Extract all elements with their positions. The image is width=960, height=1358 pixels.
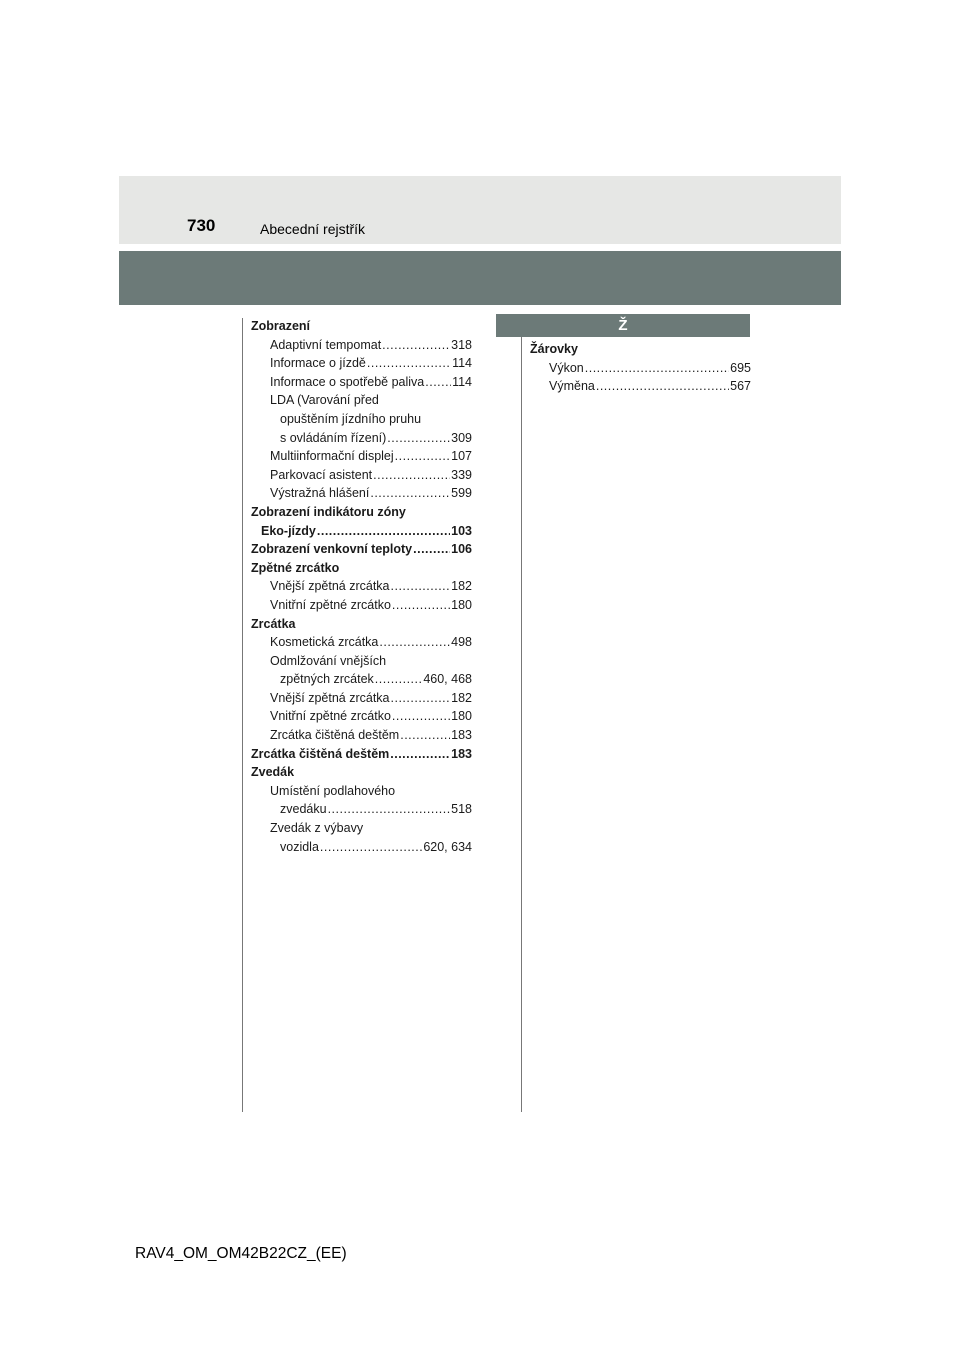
leader-dots [370, 484, 450, 503]
entry-text: Umístění podlahového [270, 783, 396, 798]
leader-dots [379, 633, 450, 652]
entry-text: Kosmetická zrcátka [270, 635, 379, 650]
leader-dots [425, 373, 451, 392]
index-entry [251, 633, 472, 652]
leader-dots [395, 447, 450, 466]
index-entry [251, 373, 472, 392]
index-entry [251, 466, 472, 485]
index-entry [251, 577, 472, 596]
leader-dots [382, 336, 450, 355]
entry-page: 106 [451, 542, 472, 557]
entry-text: Multiinformační displej [270, 449, 394, 464]
index-entry [251, 596, 472, 615]
entry-page: 114 [452, 356, 472, 371]
entry-text: Zvedák z výbavy [270, 821, 364, 836]
entry-text: vozidla [280, 839, 319, 854]
index-left-column [251, 317, 472, 856]
leader-dots [387, 429, 450, 448]
index-heading: Zrcátka [251, 616, 296, 631]
entry-page: 599 [451, 486, 472, 501]
index-heading: Žárovky [530, 342, 578, 356]
entry-text: LDA (Varování před [270, 393, 379, 408]
right-column-rule [521, 318, 522, 1112]
entry-page: 180 [451, 709, 472, 724]
entry-text: Vnitřní zpětné zrcátko [270, 709, 391, 724]
entry-text: Výkon [549, 360, 584, 375]
index-entry [251, 354, 472, 373]
index-entry [251, 800, 472, 819]
entry-text: Vnější zpětná zrcátka [270, 579, 390, 594]
leader-dots [413, 540, 450, 559]
document-code: RAV4_OM_OM42B22CZ_(EE) [135, 1245, 347, 1262]
entry-text: Informace o spotřebě paliva [270, 374, 425, 389]
entry-text: Zrcátka čištěná deštěm [270, 728, 400, 743]
entry-text: Eko-jízdy [261, 523, 316, 538]
entry-page: 498 [451, 635, 472, 650]
section-title: Abecední rejstřík [260, 221, 366, 237]
entry-page: 107 [451, 449, 472, 464]
left-column-rule [242, 318, 243, 1112]
leader-dots [317, 522, 450, 541]
index-entry [251, 707, 472, 726]
index-entry [251, 429, 472, 448]
leader-dots [375, 670, 423, 689]
leader-dots [391, 689, 451, 708]
leader-dots [596, 377, 729, 396]
entry-page: 182 [451, 579, 472, 594]
entry-page: 695 [730, 360, 751, 375]
entry-text: s ovládáním řízení) [280, 430, 387, 445]
entry-text: Zobrazení venkovní teploty [251, 542, 413, 557]
entry-text: zpětných zrcátek [280, 672, 374, 687]
entry-text: Odmlžování vnějších [270, 653, 387, 668]
index-entry [251, 689, 472, 708]
entry-text: Vnitřní zpětné zrcátko [270, 597, 391, 612]
leader-dots [390, 745, 450, 764]
leader-dots [392, 707, 450, 726]
leader-dots [391, 577, 451, 596]
entry-text: Parkovací asistent [270, 467, 373, 482]
header-band [119, 176, 841, 244]
entry-text: Výstražná hlášení [270, 486, 370, 501]
entry-text: zvedáku [280, 802, 327, 817]
entry-page: 620, 634 [423, 839, 472, 854]
entry-page: 309 [451, 430, 472, 445]
leader-dots [320, 838, 422, 857]
index-heading: Zpětné zrcátko [251, 560, 340, 575]
entry-text: Adaptivní tempomat [270, 337, 382, 352]
index-entry [251, 447, 472, 466]
index-heading: Zobrazení [251, 319, 311, 333]
entry-page: 182 [451, 690, 472, 705]
entry-page: 318 [451, 337, 472, 352]
entry-text: Zrcátka čištěná deštěm [251, 746, 390, 761]
entry-page: 567 [730, 379, 751, 394]
leader-dots [400, 726, 450, 745]
entry-page: 103 [451, 523, 472, 538]
index-entry [251, 484, 472, 503]
header-dark-band [119, 251, 841, 305]
leader-dots [367, 354, 451, 373]
entry-text: Vnější zpětná zrcátka [270, 690, 390, 705]
entry-page: 183 [451, 728, 472, 743]
index-heading: Zobrazení indikátoru zóny [251, 504, 406, 519]
entry-page: 114 [452, 374, 472, 389]
entry-text: opuštěním jízdního pruhu [280, 411, 422, 426]
index-heading: Zvedák [251, 765, 295, 780]
index-entry [530, 359, 751, 378]
entry-page: 183 [451, 746, 472, 761]
index-entry [530, 377, 751, 396]
index-entry [251, 670, 472, 689]
entry-text: Výměna [549, 379, 595, 394]
index-entry [251, 745, 472, 764]
index-entry [251, 336, 472, 355]
entry-page: 180 [451, 597, 472, 612]
index-entry [251, 540, 472, 559]
index-entry [251, 726, 472, 745]
leader-dots [585, 359, 729, 378]
index-entry [251, 522, 472, 541]
index-right-column [530, 340, 751, 396]
leader-dots [373, 466, 450, 485]
entry-page: 339 [451, 467, 472, 482]
letter-heading-bar: Ž [496, 314, 750, 337]
leader-dots [392, 596, 450, 615]
index-entry [251, 838, 472, 857]
entry-page: 460, 468 [423, 672, 472, 687]
page-number: 730 [187, 216, 216, 235]
entry-page: 518 [451, 802, 472, 817]
entry-text: Informace o jízdě [270, 356, 366, 371]
leader-dots [328, 800, 451, 819]
